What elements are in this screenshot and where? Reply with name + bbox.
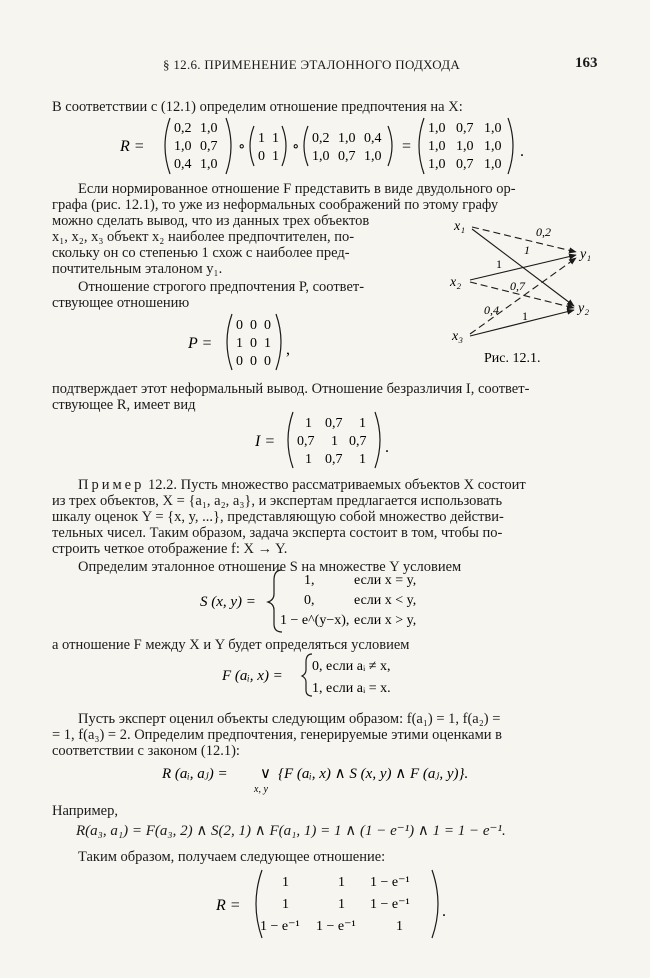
m3-r0c2: 0,4 [364, 131, 382, 146]
m3-r0c1: 1,0 [338, 131, 356, 146]
m4-r1c1: 1,0 [456, 139, 474, 154]
equation-i [255, 410, 405, 470]
para6: Таким образом, получаем следующее отношение: [78, 849, 386, 865]
edge-x2-y1 [470, 255, 576, 280]
p-r2c1: 0 [250, 354, 257, 369]
figure-12-1 [440, 210, 610, 370]
para1-line2: графа (рис. 12.1), то уже из неформальных соображений по этому графу [52, 197, 499, 213]
m1-r0c1: 1,0 [200, 121, 218, 136]
s-case3-cond: если x > y, [354, 613, 417, 628]
final-lhs: R = [216, 897, 241, 914]
matrix-2 [250, 126, 286, 166]
para1-line6: почтительным эталоном y₁. [52, 261, 223, 277]
m4-r0c0: 1,0 [428, 121, 446, 136]
m4-r2c2: 1,0 [484, 157, 502, 172]
para3-line1: подтверждает этот неформальный вывод. Отношение безразличия I, соответ- [52, 381, 530, 397]
node-x1: x₁ [454, 219, 466, 234]
s-case3-val: 1 − e^(y−x), [280, 613, 350, 628]
m4-r0c2: 1,0 [484, 121, 502, 136]
label-x2-y1: 1 [496, 257, 502, 271]
label-x1-y1: 0,2 [536, 225, 551, 239]
eq-r1-end: . [520, 143, 524, 160]
example-label: Пример [78, 477, 145, 493]
eq-sign: = [402, 138, 412, 155]
m1-r2c0: 0,4 [174, 157, 192, 172]
final-r2c2: 1 [396, 919, 403, 934]
i-r1c1: 1 [331, 434, 338, 449]
final-r2c1: 1 − e⁻¹ [316, 919, 356, 934]
m3-r1c1: 0,7 [338, 149, 356, 164]
para2-line2: ствующее отношению [52, 295, 190, 311]
eq-p-lhs: P = [188, 335, 213, 352]
final-r2c0: 1 − e⁻¹ [260, 919, 300, 934]
eq-r1-lhs: R = [120, 138, 145, 155]
final-end: . [442, 903, 446, 920]
para5-line1: Пусть эксперт оценил объекты следующим образом: f(a₁) = 1, f(a₂) = [78, 711, 501, 727]
equation-f [222, 652, 442, 698]
m4-r1c0: 1,0 [428, 139, 446, 154]
m2-r1c1: 1 [272, 149, 279, 164]
m1-r1c1: 0,7 [200, 139, 218, 154]
op-2: ∘ [292, 139, 300, 155]
para2-line1: Отношение строгого предпочтения P, соответ- [78, 279, 365, 295]
matrix-3 [304, 126, 392, 166]
p-r2c0: 0 [236, 354, 243, 369]
s-case1-cond: если x = y, [354, 573, 417, 588]
matrix-4 [419, 118, 513, 174]
node-y1: y₁ [580, 247, 592, 262]
running-head: § 12.6. ПРИМЕНЕНИЕ ЭТАЛОННОГО ПОДХОДА [163, 57, 461, 72]
m4-r0c1: 0,7 [456, 121, 474, 136]
label-x2-y2: 0,7 [510, 279, 525, 293]
m4-r2c1: 0,7 [456, 157, 474, 172]
final-r0c0: 1 [282, 875, 289, 890]
p-r1c0: 1 [236, 336, 243, 351]
figure-caption: Рис. 12.1. [484, 351, 541, 366]
m2-r1c0: 0 [258, 149, 265, 164]
example-line2: из трех объектов, X = {a₁, a₂, a₃}, и экспертам предлагается использовать [52, 493, 503, 509]
eq-s-lhs: S (x, y) = [200, 594, 256, 610]
eq-p-end: , [286, 341, 290, 358]
final-r0c1: 1 [338, 875, 345, 890]
equation-s [200, 566, 460, 634]
i-r2c1: 0,7 [325, 452, 343, 467]
example-line4: тельных чисел. Таким образом, задача эксперта состоит в том, чтобы по- [52, 525, 503, 541]
p-r0c0: 0 [236, 318, 243, 333]
node-y2: y₂ [578, 301, 590, 316]
law-vee: ∨ [260, 766, 271, 782]
s-case2-val: 0, [304, 593, 315, 608]
label-x1-y2: 1 [524, 243, 530, 257]
equation-r1 [120, 116, 540, 176]
law-lhs: R (aᵢ, aⱼ) = [162, 766, 228, 782]
node-x3: x₃ [452, 329, 464, 344]
i-r1c0: 0,7 [297, 434, 315, 449]
m1-r0c0: 0,2 [174, 121, 192, 136]
example-equation: R(a₃, a₁) = F(a₃, 2) ∧ S(2, 1) ∧ F(a₁, 1) = 1 ∧ (1 − e⁻¹) ∧ 1 = 1 − e⁻¹. [76, 823, 506, 839]
final-r1c1: 1 [338, 897, 345, 912]
final-r1c2: 1 − e⁻¹ [370, 897, 410, 912]
para1-line1: Если нормированное отношение F представить в виде двудольного ор- [78, 181, 516, 197]
eq-i-lhs: I = [255, 433, 276, 450]
intro-text: В соответствии с (12.1) определим отношение предпочтения на X: [52, 99, 463, 115]
law-rhs: {F (aᵢ, x) ∧ S (x, y) ∧ F (aⱼ, y)}. [278, 766, 469, 782]
s-case2-cond: если x < y, [354, 593, 417, 608]
final-r0c2: 1 − e⁻¹ [370, 875, 410, 890]
i-r0c1: 0,7 [325, 416, 343, 431]
m4-r2c0: 1,0 [428, 157, 446, 172]
example-line5: строить четкое отображение f: X → Y. [52, 541, 288, 557]
m2-r0c1: 1 [272, 131, 279, 146]
para1-line5: скольку он со степенью 1 схож с наиболее пред- [52, 245, 350, 261]
equation-law [162, 760, 522, 800]
law-sub: x, y [254, 784, 268, 795]
f-case1: 0, если aᵢ ≠ x, [312, 659, 391, 674]
para3-line2: ствующее R, имеет вид [52, 397, 196, 413]
eq-i-end: . [385, 439, 389, 456]
m1-r2c1: 1,0 [200, 157, 218, 172]
p-r0c2: 0 [264, 318, 271, 333]
p-r1c1: 0 [250, 336, 257, 351]
f-case2: 1, если aᵢ = x. [312, 681, 391, 696]
example-line3: шкалу оценок Y = {x, y, ...}, представляющую собой множество действи- [52, 509, 504, 525]
eq-f-lhs: F (aᵢ, x) = [222, 668, 283, 684]
equation-final [216, 868, 476, 940]
i-r1c2: 0,7 [349, 434, 367, 449]
para5-line3: соответствии с законом (12.1): [52, 743, 240, 759]
example-line6: Определим эталонное отношение S на множестве Y условием [78, 559, 462, 575]
m1-r1c0: 1,0 [174, 139, 192, 154]
m3-r1c2: 1,0 [364, 149, 382, 164]
final-r1c0: 1 [282, 897, 289, 912]
op-1: ∘ [238, 139, 246, 155]
s-case1-val: 1, [304, 573, 315, 588]
i-r2c0: 1 [305, 452, 312, 467]
example-line1-text: 12.2. Пусть множество рассматриваемых объектов X состоит [147, 477, 526, 493]
label-x3-y1: 0,4 [484, 303, 499, 317]
p-r2c2: 0 [264, 354, 271, 369]
matrix-1 [165, 118, 231, 174]
page-number: 163 [575, 55, 598, 71]
para1-line3: можно сделать вывод, что из данных трех объектов [52, 213, 370, 229]
i-r0c0: 1 [305, 416, 312, 431]
p-r0c1: 0 [250, 318, 257, 333]
i-r0c2: 1 [359, 416, 366, 431]
para4: а отношение F между X и Y будет определяться условием [52, 637, 410, 653]
m3-r0c0: 0,2 [312, 131, 330, 146]
for-example: Например, [52, 803, 118, 819]
p-r1c2: 1 [264, 336, 271, 351]
para1-line4: x₁, x₂, x₃ объект x₂ наиболее предпочтителен, по- [52, 229, 355, 245]
i-r2c2: 1 [359, 452, 366, 467]
m3-r1c0: 1,0 [312, 149, 330, 164]
para5-line2: = 1, f(a₃) = 2. Определим предпочтения, генерируемые этими оценками в [52, 727, 502, 743]
label-x3-y2: 1 [522, 309, 528, 323]
node-x2: x₂ [450, 275, 462, 290]
m4-r1c2: 1,0 [484, 139, 502, 154]
equation-p [188, 312, 318, 372]
m2-r0c0: 1 [258, 131, 265, 146]
